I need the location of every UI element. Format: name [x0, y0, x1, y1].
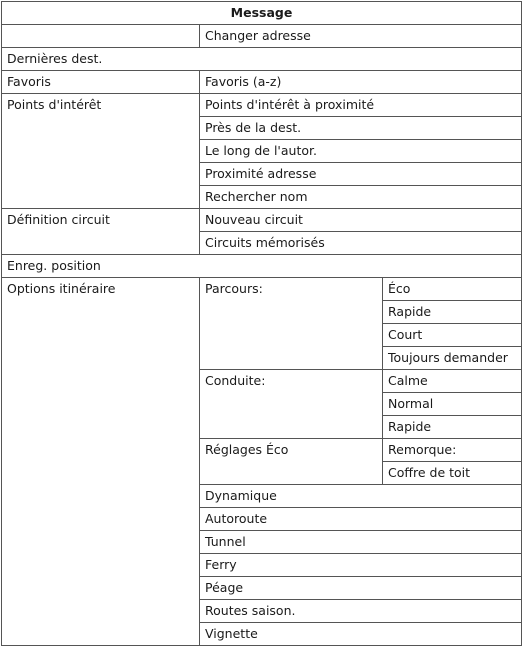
- table-row: [2, 71, 522, 94]
- table-cell: Nouveau circuit: [200, 209, 522, 232]
- table-cell: Rechercher nom: [200, 186, 522, 209]
- table-cell: Court: [383, 324, 522, 347]
- table-cell: Enreg. position: [2, 255, 522, 278]
- table-cell: Péage: [200, 577, 522, 600]
- table-cell: Éco: [383, 278, 522, 301]
- table-row: [2, 25, 522, 48]
- table-cell: Réglages Éco: [200, 439, 383, 485]
- table-cell: Définition circuit: [2, 209, 200, 255]
- table-cell: Favoris (a-z): [200, 71, 522, 94]
- table-cell: Options itinéraire: [2, 278, 200, 646]
- table-cell: Conduite:: [200, 370, 383, 439]
- table-cell: Parcours:: [200, 278, 383, 370]
- table-cell: Routes saison.: [200, 600, 522, 623]
- table-cell: Changer adresse: [200, 25, 522, 48]
- table-cell: Remorque:: [383, 439, 522, 462]
- table-row: [2, 278, 522, 301]
- table-cell: Vignette: [200, 623, 522, 646]
- table-row: [2, 48, 522, 71]
- table-row: [2, 255, 522, 278]
- table-cell: Proximité adresse: [200, 163, 522, 186]
- table-cell: Rapide: [383, 416, 522, 439]
- table-row: [2, 209, 522, 232]
- table-cell: Ferry: [200, 554, 522, 577]
- table-cell: Rapide: [383, 301, 522, 324]
- table-cell: Calme: [383, 370, 522, 393]
- table-cell: Toujours demander: [383, 347, 522, 370]
- table-cell: Coffre de toit: [383, 462, 522, 485]
- table-cell: Circuits mémorisés: [200, 232, 522, 255]
- table-cell: Près de la dest.: [200, 117, 522, 140]
- table-cell: Dernières dest.: [2, 48, 522, 71]
- table-cell: Tunnel: [200, 531, 522, 554]
- table-cell: Points d'intérêt à proximité: [200, 94, 522, 117]
- table-row: [2, 94, 522, 117]
- table-header: Message: [2, 2, 522, 25]
- table-cell: Points d'intérêt: [2, 94, 200, 209]
- table-cell-empty: [2, 25, 200, 48]
- table-cell: Autoroute: [200, 508, 522, 531]
- table-cell: Le long de l'autor.: [200, 140, 522, 163]
- navigation-menu-table: [1, 1, 522, 646]
- table-header-row: [2, 2, 522, 25]
- table-cell: Dynamique: [200, 485, 522, 508]
- table-cell: Favoris: [2, 71, 200, 94]
- table-cell: Normal: [383, 393, 522, 416]
